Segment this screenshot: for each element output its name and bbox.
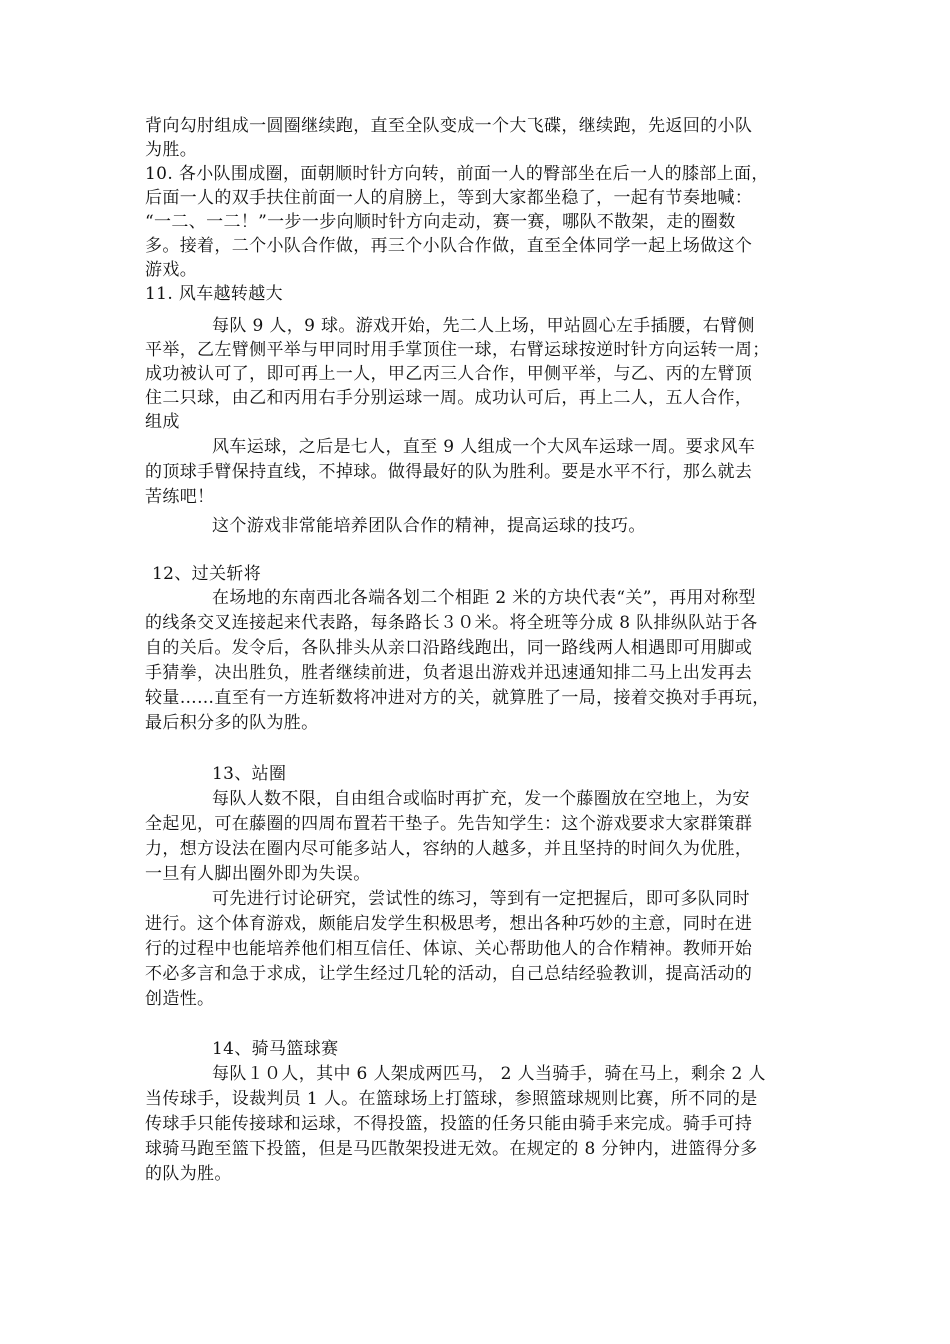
section-heading: 11. 风车越转越大: [145, 284, 283, 304]
text-line: 球骑马跑至篮下投篮，但是马匹散架投进无效。在规定的 8 分钟内，进篮得分多: [145, 1139, 758, 1159]
text-line: “一二、一二！”一步一步向顺时针方向走动，赛一赛，哪队不散架，走的圈数: [145, 212, 736, 232]
text-line: 创造性。: [145, 989, 215, 1009]
text-line: 较量……直至有一方连斩数将冲进对方的关，就算胜了一局，接着交换对手再玩，: [145, 688, 770, 708]
text-line: 自的关后。发令后，各队排头从亲口沿路线跑出，同一路线两人相遇即可用脚或: [145, 638, 753, 658]
text-line: 组成: [145, 412, 180, 432]
text-line: 苦练吧！: [145, 487, 215, 507]
text-line: 的队为胜。: [145, 1164, 232, 1184]
text-line: 可先进行讨论研究，尝试性的练习，等到有一定把握后，即可多队同时: [212, 889, 750, 909]
text-line: 多。接着，二个小队合作做，再三个小队合作做，直至全体同学一起上场做这个: [145, 236, 753, 256]
text-line: 成功被认可了，即可再上一人，甲乙丙三人合作，甲侧平举，与乙、丙的左臂顶: [145, 364, 753, 384]
text-line: 住二只球，由乙和丙用右手分别运球一周。成功认可后，再上二人，五人合作，: [145, 388, 753, 408]
text-line: 游戏。: [145, 260, 198, 280]
text-line: 传球手只能传接球和运球，不得投篮，投篮的任务只能由骑手来完成。骑手可持: [145, 1114, 753, 1134]
text-line: 力，想方设法在圈内尽可能多站人，容纳的人越多，并且坚持的时间久为优胜，: [145, 839, 753, 859]
text-line: 平举，乙左臂侧平举与甲同时用手掌顶住一球，右臂运球按逆时针方向运转一周；: [145, 340, 770, 360]
text-line: 的顶球手臂保持直线，不掉球。做得最好的队为胜利。要是水平不行，那么就去: [145, 462, 753, 482]
text-line: 每队１０人，其中 6 人架成两匹马， 2 人当骑手，骑在马上，剩余 2 人: [212, 1064, 766, 1084]
section-heading: 12、过关斩将: [152, 564, 262, 584]
text-line: 当传球手，设裁判员 1 人。在篮球场上打篮球，参照篮球规则比赛，所不同的是: [145, 1089, 758, 1109]
text-line: 进行。这个体育游戏，颇能启发学生积极思考，想出各种巧妙的主意，同时在进: [145, 914, 753, 934]
text-line: 的线条交叉连接起来代表路，每条路长３０米。将全班等分成 8 队排纵队站于各: [145, 613, 758, 633]
section-heading: 14、骑马篮球赛: [212, 1039, 339, 1059]
text-line: 每队人数不限，自由组合或临时再扩充，发一个藤圈放在空地上，为安: [212, 789, 750, 809]
text-line: 不必多言和急于求成，让学生经过几轮的活动，自己总结经验教训，提高活动的: [145, 964, 753, 984]
text-line: 手猜拳，决出胜负，胜者继续前进，负者退出游戏并迅速通知排二马上出发再去: [145, 663, 753, 683]
text-line: 风车运球，之后是七人，直至 9 人组成一个大风车运球一周。要求风车: [212, 437, 756, 457]
text-line: 全起见，可在藤圈的四周布置若干垫子。先告知学生：这个游戏要求大家群策群: [145, 814, 753, 834]
text-line: 每队 9 人，9 球。游戏开始，先二人上场，甲站圆心左手插腰，右臂侧: [212, 316, 755, 336]
text-line: 行的过程中也能培养他们相互信任、体谅、关心帮助他人的合作精神。教师开始: [145, 939, 753, 959]
text-line: 一旦有人脚出圈外即为失误。: [145, 864, 371, 884]
text-line: 为胜。: [145, 140, 198, 160]
text-line: 背向勾肘组成一圆圈继续跑，直至全队变成一个大飞碟，继续跑，先返回的小队: [145, 116, 753, 136]
text-line: 在场地的东南西北各端各划二个相距 2 米的方块代表“关”，再用对称型: [212, 588, 756, 608]
section-heading: 13、站圈: [212, 764, 287, 784]
text-line: 最后积分多的队为胜。: [145, 713, 319, 733]
text-line: 10. 各小队围成圈，面朝顺时针方向转，前面一人的臀部坐在后一人的膝部上面，: [145, 164, 769, 184]
text-line: 这个游戏非常能培养团队合作的精神，提高运球的技巧。: [212, 516, 646, 536]
text-line: 后面一人的双手扶住前面一人的肩膀上，等到大家都坐稳了，一起有节奏地喊：: [145, 188, 753, 208]
